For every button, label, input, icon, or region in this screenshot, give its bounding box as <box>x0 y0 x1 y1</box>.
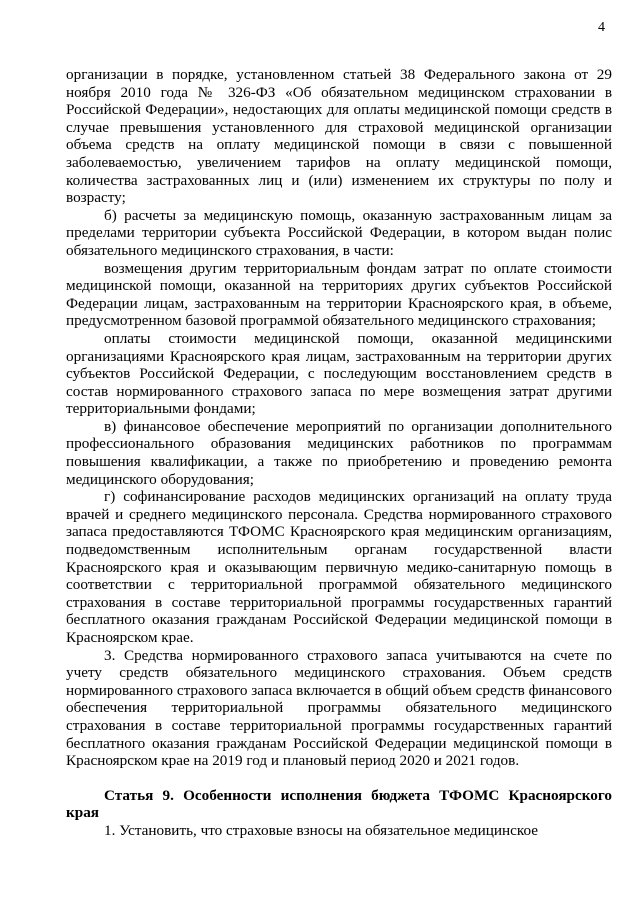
document-body <box>66 66 612 840</box>
paragraph-reimbursement: возмещения другим территориальным фондам затрат по оплате стоимости медицинской помощи, оказанной на территориях других субъектов Российской Федерации лицам, застрахованным на территории Красноярского края, в объеме, предусмотренном базовой программой обязательного медицинского страхования; <box>66 259 612 330</box>
paragraph-continuation: организации в порядке, установленном статьей 38 Федерального закона от 29 ноября 2010 года № 326-ФЗ «Об обязательном медицинском страховании в Российской Федерации», недостающих для оплаты медицинской помощи средств в случае превышения установленного для страховой медицинской организации объема средств на оплату медицинской помощи в связи с повышенной заболеваемостью, увеличением тарифов на оплату медицинской помощи, количества застрахованных лиц и (или) изменением их структуры по полу и возрасту; <box>66 66 612 207</box>
paragraph-g: г) софинансирование расходов медицинских организаций на оплату труда врачей и среднего медицинского персонала. Средства нормированного страхового запаса предоставляются ТФОМС Красноярского края медицинским организациям, подведомственным исполнительным органам государственной власти Красноярского края и оказывающим первичную медико-санитарную помощь в соответствии с территориальной программой обязательного медицинского страхования в составе территориальной программы государственных гарантий бесплатного оказания гражданам Российской Федерации медицинской помощи в Красноярском крае. <box>66 488 612 646</box>
paragraph-b: б) расчеты за медицинскую помощь, оказанную застрахованным лицам за пределами территории субъекта Российской Федерации, в котором выдан полис обязательного медицинского страхования, в части: <box>66 206 612 259</box>
paragraph-payment: оплаты стоимости медицинской помощи, оказанной медицинскими организациями Красноярского края лицам, застрахованным на территории других субъектов Российской Федерации, с последующим восстановлением средств в состав нормированного страхового запаса по мере возмещения затрат другими территориальными фондами; <box>66 329 612 418</box>
article-heading: Статья 9. Особенности исполнения бюджета ТФОМС Красноярского края <box>66 786 612 822</box>
paragraph-3: 3. Средства нормированного страхового запаса учитываются на счете по учету средств обязательного медицинского страхования. Объем средств нормированного страхового запаса включается в общий объем средств финансового обеспечения территориальной программы обязательного медицинского страхования в составе территориальной программы государственных гарантий бесплатного оказания гражданам Российской Федерации медицинской помощи в Красноярском крае на 2019 год и плановый период 2020 и 2021 годов. <box>66 646 612 770</box>
page-number: 4 <box>598 20 605 35</box>
paragraph-article9-1: 1. Установить, что страховые взносы на обязательное медицинское <box>104 821 539 839</box>
paragraph-v: в) финансовое обеспечение мероприятий по организации дополнительного профессионального образования медицинских работников по программам повышения квалификации, а также по приобретению и проведению ремонта медицинского оборудования; <box>66 417 612 488</box>
